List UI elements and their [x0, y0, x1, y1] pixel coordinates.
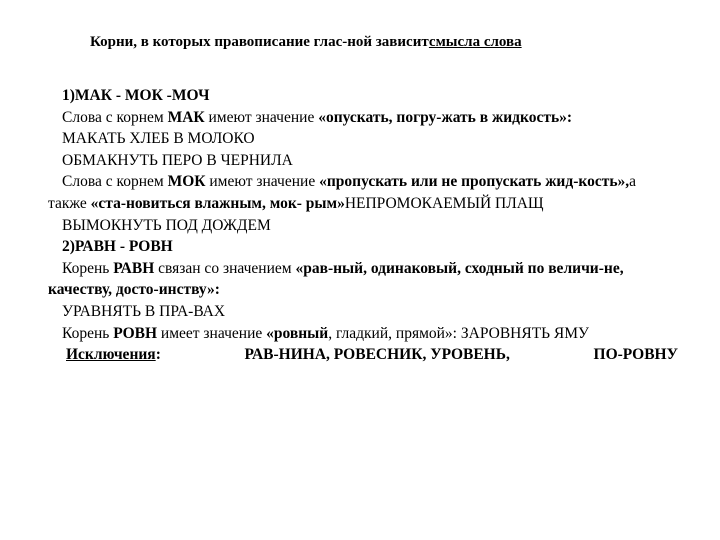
- exceptions-label-group: [66, 344, 161, 366]
- page-title: [90, 34, 522, 51]
- mok-prefix: Слова с корнем: [62, 173, 168, 191]
- section2-heading: 2)РАВН - РОВН: [62, 238, 173, 256]
- exceptions-colon: :: [155, 346, 161, 364]
- mok-middle: имеют значение: [205, 173, 320, 191]
- mak-example-1: МАКАТЬ ХЛЕБ В МОЛОКО: [62, 130, 255, 148]
- rovn-definition: [48, 323, 678, 345]
- ravn-definition: [48, 258, 678, 301]
- mok-conj: а также: [48, 173, 637, 212]
- mok-definition: [48, 171, 678, 214]
- ravn-root: РАВН: [113, 259, 155, 277]
- mok-meaning2: «ста-новиться влажным, мок- рым»: [90, 194, 345, 212]
- mak-definition: [48, 107, 678, 129]
- title-main: Корни, в которых правописание глас-ной зависит: [90, 34, 429, 50]
- content-body: [48, 85, 678, 366]
- mak-root: МАК: [167, 108, 205, 126]
- mak-prefix: Слова с корнем: [62, 108, 168, 126]
- ravn-prefix: Корень: [62, 259, 114, 277]
- title-underlined: смысла слова: [428, 34, 522, 50]
- mok-example-inline: НЕПРОМОКАЕМЫЙ ПЛАЩ: [344, 194, 544, 212]
- mok-example-1: ВЫМОКНУТЬ ПОД ДОЖДЕМ: [62, 216, 271, 234]
- exception-item-1: РАВ-НИНА, РОВЕСНИК, УРОВЕНЬ,: [244, 346, 510, 364]
- rovn-prefix: Корень: [62, 324, 114, 342]
- ravn-example-1: УРАВНЯТЬ В ПРА-ВАХ: [62, 302, 226, 320]
- ravn-middle: связан со значением: [154, 259, 296, 277]
- rovn-example: ЗАРОВНЯТЬ ЯМУ: [460, 324, 590, 342]
- exceptions-row: [48, 344, 678, 366]
- mak-example-2: ОБМАКНУТЬ ПЕРО В ЧЕРНИЛА: [62, 151, 293, 169]
- rovn-middle: имеет значение: [157, 324, 267, 342]
- mok-root: МОК: [167, 173, 206, 191]
- rovn-rest: , гладкий, прямой»:: [328, 324, 461, 342]
- rovn-meaning: «ровный: [266, 324, 329, 342]
- mok-meaning: «пропускать или не пропускать жид-кость»,: [319, 173, 630, 191]
- section1-heading: 1)МАК - МОК -МОЧ: [62, 87, 210, 104]
- exception-item-2: ПО-РОВНУ: [593, 346, 678, 364]
- mak-meaning: «опускать, погру-жать в жидкость»:: [318, 108, 573, 126]
- rovn-root: РОВН: [113, 324, 158, 342]
- mak-middle: имеют значение: [204, 108, 319, 126]
- ravn-meaning: «рав-ный, одинаковый, сходный по величи-не, качеству, досто-инству»:: [48, 259, 624, 299]
- exceptions-label: Исключения: [66, 346, 156, 364]
